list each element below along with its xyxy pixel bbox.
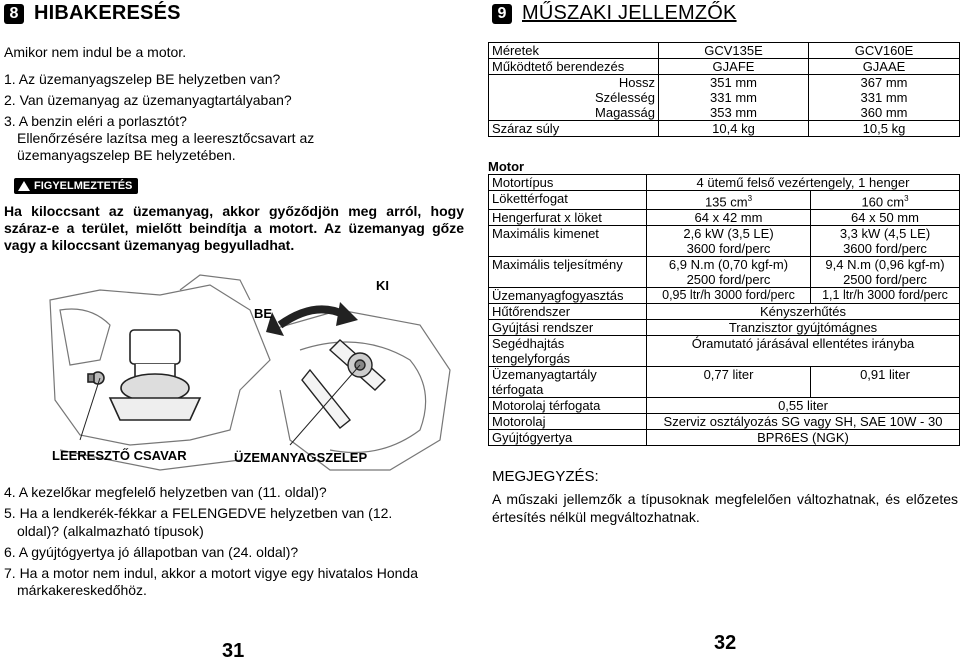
table-cell: Óramutató járásával ellentétes irányba	[647, 336, 960, 367]
table-cell: Lökettérfogat	[489, 191, 647, 210]
check-item-6: 6. A gyújtógyertya jó állapotban van (24. oldal)?	[4, 544, 299, 560]
check-item-3: 3. A benzin eléri a porlasztót?	[4, 113, 187, 129]
troubleshooting-title: HIBAKERESÉS	[34, 2, 181, 24]
table-cell: Maximális kimenet	[489, 226, 647, 257]
table-cell: Motortípus	[489, 175, 647, 191]
table-row	[489, 414, 960, 430]
table-cell: GCV135E	[659, 43, 809, 59]
table-cell: 64 x 50 mm	[811, 210, 960, 226]
table-cell: 4 ütemű felső vezértengely, 1 henger	[647, 175, 960, 191]
check-item-3-detail: Ellenőrzésére lazítsa meg a leeresztőcsavart az	[17, 130, 315, 146]
table-cell: GJAFE	[659, 59, 809, 75]
page-number-right: 32	[714, 632, 737, 654]
table-cell: 0,77 liter	[647, 367, 811, 398]
troubleshooting-intro: Amikor nem indul be a motor.	[4, 44, 187, 60]
check-item-4: 4. A kezelőkar megfelelő helyzetben van (11. oldal)?	[4, 484, 327, 500]
table-cell: 351 mm	[659, 75, 809, 91]
table-cell: 331 mm	[659, 90, 809, 105]
table-row	[489, 121, 960, 137]
specifications-header	[492, 2, 737, 25]
table-cell: 9,4 N.m (0,96 kgf-m) 2500 ford/perc	[811, 257, 960, 288]
table-cell: 0,55 liter	[647, 398, 960, 414]
section-number-badge: 8	[4, 4, 24, 24]
table-cell: Tranzisztor gyújtómágnes	[647, 320, 960, 336]
check-item-3-detail-cont: üzemanyagszelep BE helyzetében.	[17, 147, 236, 163]
table-cell: 160 $cm^3$	[811, 191, 960, 210]
section-number-badge: 9	[492, 4, 512, 24]
note-title: MEGJEGYZÉS:	[492, 468, 599, 485]
table-row	[489, 320, 960, 336]
warning-badge-label: FIGYELMEZTETÉS	[34, 180, 133, 192]
table-row	[489, 43, 960, 59]
fuel-valve-label: ÜZEMANYAGSZELEP	[234, 450, 368, 465]
table-cell: 135 $cm^3$	[647, 191, 811, 210]
fuel-valve-off-label: KI	[376, 278, 389, 293]
table-cell: Méretek	[489, 43, 659, 59]
table-row	[489, 210, 960, 226]
table-cell: 360 mm	[809, 105, 960, 121]
table-row	[489, 75, 960, 91]
table-cell: 3,3 kW (4,5 LE) 3600 ford/perc	[811, 226, 960, 257]
table-row	[489, 105, 960, 121]
table-cell: 10,4 kg	[659, 121, 809, 137]
table-cell: Kényszerhűtés	[647, 304, 960, 320]
page-number-left: 31	[222, 640, 245, 658]
table-row	[489, 304, 960, 320]
warning-badge	[14, 178, 138, 194]
note-text: A műszaki jellemzők a típusoknak megfelelően változhatnak, és előzetes értesítés nélkül megváltozhatnak.	[492, 491, 958, 525]
table-row	[489, 226, 960, 257]
check-item-5: 5. Ha a lendkerék-fékkar a FELENGEDVE helyzetben van (12.	[4, 505, 393, 521]
warning-text: Ha kiloccsant az üzemanyag, akkor győződjön meg arról, hogy száraz-e a terület, mielőtt beindítja a motort. Az üzemanyag gőze vagy a kiloccsant üzemanyag begyulladhat.	[4, 203, 464, 253]
table-cell: Szerviz osztályozás SG vagy SH, SAE 10W - 30	[647, 414, 960, 430]
fuel-valve-on-label: BE	[254, 306, 273, 321]
table-cell: 2,6 kW (3,5 LE) 3600 ford/perc	[647, 226, 811, 257]
motor-section-title: Motor	[488, 159, 525, 174]
check-item-1: 1. Az üzemanyagszelep BE helyzetben van?	[4, 71, 281, 87]
table-row	[489, 90, 960, 105]
table-row	[489, 430, 960, 446]
table-cell: Motorolaj	[489, 414, 647, 430]
table-cell: Szélesség	[489, 90, 659, 105]
table-cell: GCV160E	[809, 43, 960, 59]
table-cell: Üzemanyagfogyasztás	[489, 288, 647, 304]
table-cell: Üzemanyagtartály térfogata	[489, 367, 647, 398]
table-cell: Hengerfurat x löket	[489, 210, 647, 226]
table-cell: Motorolaj térfogata	[489, 398, 647, 414]
table-cell: 64 x 42 mm	[647, 210, 811, 226]
table-row	[489, 257, 960, 288]
table-cell: 331 mm	[809, 90, 960, 105]
check-item-7-cont: márkakereskedőhöz.	[17, 582, 147, 598]
table-cell: 10,5 kg	[809, 121, 960, 137]
table-cell: 1,1 ltr/h 3000 ford/perc	[811, 288, 960, 304]
drain-bolt-label: LEERESZTŐ CSAVAR	[52, 448, 187, 463]
specifications-table	[488, 42, 960, 446]
table-row	[489, 175, 960, 191]
check-item-7: 7. Ha a motor nem indul, akkor a motort vigye egy hivatalos Honda	[4, 565, 418, 581]
table-cell: Segédhajtás tengelyforgás	[489, 336, 647, 367]
table-cell: Maximális teljesítmény	[489, 257, 647, 288]
table-row	[489, 336, 960, 367]
check-item-5-cont: oldal)? (alkalmazható típusok)	[17, 523, 204, 539]
table-row	[489, 288, 960, 304]
troubleshooting-header	[4, 2, 181, 25]
table-row	[489, 191, 960, 210]
table-cell: Magasság	[489, 105, 659, 121]
table-row	[489, 367, 960, 398]
table-cell: 0,95 ltr/h 3000 ford/perc	[647, 288, 811, 304]
table-cell: Gyújtási rendszer	[489, 320, 647, 336]
specifications-title: MŰSZAKI JELLEMZŐK	[522, 2, 737, 24]
table-cell: Száraz súly	[489, 121, 659, 137]
table-cell: BPR6ES (NGK)	[647, 430, 960, 446]
table-cell: Hűtőrendszer	[489, 304, 647, 320]
table-cell: GJAAE	[809, 59, 960, 75]
fuel-valve-illustration	[40, 270, 460, 480]
check-item-2: 2. Van üzemanyag az üzemanyagtartályaban?	[4, 92, 292, 108]
table-cell: Működtető berendezés	[489, 59, 659, 75]
table-cell: 353 mm	[659, 105, 809, 121]
table-cell: 6,9 N.m (0,70 kgf-m) 2500 ford/perc	[647, 257, 811, 288]
table-cell: Hossz	[489, 75, 659, 91]
warning-triangle-icon	[18, 181, 30, 191]
table-row	[489, 398, 960, 414]
table-cell: Gyújtógyertya	[489, 430, 647, 446]
table-cell: 0,91 liter	[811, 367, 960, 398]
table-row	[489, 59, 960, 75]
table-cell: 367 mm	[809, 75, 960, 91]
